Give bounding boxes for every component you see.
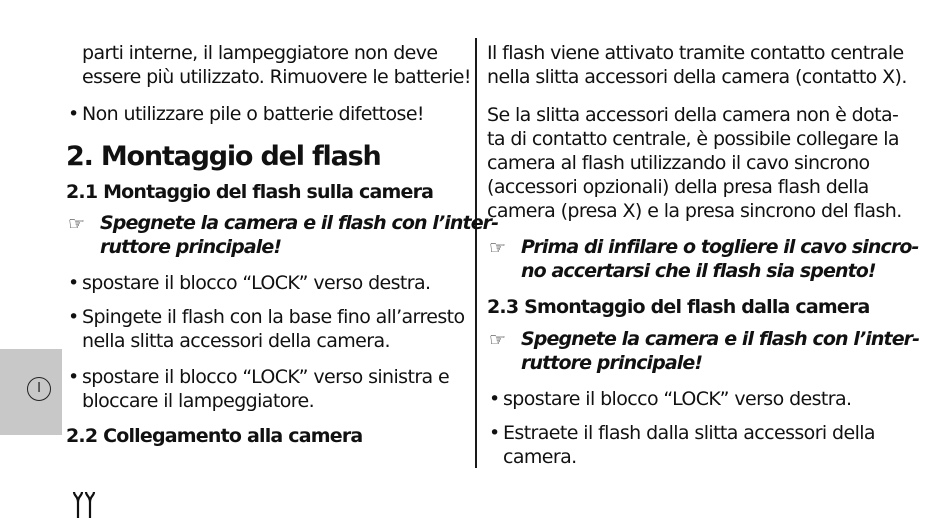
bullet-remove-line-2: camera. bbox=[503, 446, 577, 468]
bullet-lock-right-text: spostare il blocco “LOCK” verso destra. bbox=[503, 388, 852, 410]
bullet-remove-line-1: Estraete il flash dalla slitta accessori della bbox=[503, 422, 875, 444]
bullet-lock-left-line-1: spostare il blocco “LOCK” verso sinistra e bbox=[82, 366, 450, 388]
bullet-mark: • bbox=[68, 272, 80, 294]
note-1-line-2: ruttore principale! bbox=[100, 236, 282, 258]
heading-2-3: 2.3 Smontaggio del flash dalla camera bbox=[487, 296, 870, 318]
hand-pointer-icon: ☞ bbox=[489, 329, 507, 351]
para2-line-4: (accessori opzionali) della presa flash della bbox=[487, 176, 869, 198]
bullet-mark: • bbox=[68, 103, 80, 125]
heading-main: 2. Montaggio del flash bbox=[66, 141, 381, 172]
note-2-line-2: no accertarsi che il flash sia spento! bbox=[521, 260, 876, 282]
note-1-line-1: Spegnete la camera e il flash con l’inter- bbox=[100, 212, 499, 234]
para2-line-5: camera (presa X) e la presa sincrono del flash. bbox=[487, 200, 902, 222]
note-2-line-1: Prima di infilare o togliere il cavo sincro- bbox=[521, 236, 919, 258]
page-mark-icon bbox=[70, 488, 102, 520]
bullet-mark: • bbox=[68, 306, 80, 328]
note-3-line-2: ruttore principale! bbox=[521, 352, 703, 374]
intro-line-2: essere più utilizzato. Rimuovere le batterie! bbox=[82, 66, 471, 88]
intro-line-1: parti interne, il lampeggiatore non deve bbox=[82, 42, 438, 64]
bullet-mark: • bbox=[68, 366, 80, 388]
hand-pointer-icon: ☞ bbox=[68, 213, 86, 235]
heading-2-1: 2.1 Montaggio del flash sulla camera bbox=[66, 181, 434, 203]
para2-line-1: Se la slitta accessori della camera non è dota- bbox=[487, 104, 899, 126]
note-3-line-1: Spegnete la camera e il flash con l’inter- bbox=[521, 328, 920, 350]
language-tab-label: I bbox=[27, 377, 51, 401]
para1-line-2: nella slitta accessori della camera (contatto X). bbox=[487, 66, 907, 88]
bullet-push-line-2: nella slitta accessori della camera. bbox=[82, 330, 390, 352]
para2-line-2: ta di contatto centrale, è possibile collegare la bbox=[487, 128, 899, 150]
bullet-defective-text: Non utilizzare pile o batterie difettose! bbox=[82, 103, 424, 125]
column-divider bbox=[475, 38, 477, 468]
bullet-lock-right-text: spostare il blocco “LOCK” verso destra. bbox=[82, 272, 431, 294]
hand-pointer-icon: ☞ bbox=[489, 237, 507, 259]
bullet-mark: • bbox=[489, 388, 501, 410]
heading-2-2: 2.2 Collegamento alla camera bbox=[66, 425, 363, 447]
para1-line-1: Il flash viene attivato tramite contatto centrale bbox=[487, 42, 904, 64]
bullet-lock-left-line-2: bloccare il lampeggiatore. bbox=[82, 390, 315, 412]
bullet-mark: • bbox=[489, 422, 501, 444]
bullet-push-line-1: Spingete il flash con la base fino all’arresto bbox=[82, 306, 465, 328]
para2-line-3: camera al flash utilizzando il cavo sincrono bbox=[487, 152, 870, 174]
